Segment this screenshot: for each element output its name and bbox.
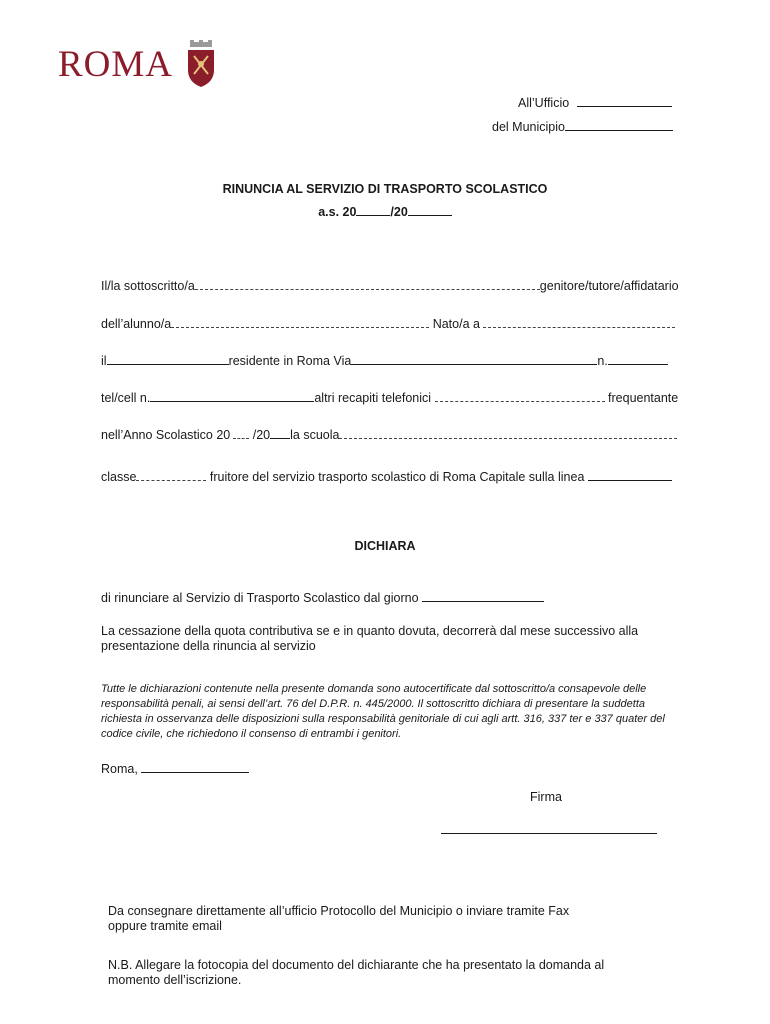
dichiara-heading: DICHIARA — [354, 539, 416, 553]
data-firma-field[interactable] — [141, 771, 249, 773]
data-nascita-field[interactable] — [107, 363, 229, 365]
rinuncia-label: di rinunciare al Servizio di Trasporto Scolastico dal giorno — [101, 591, 419, 605]
alunno-field[interactable] — [171, 326, 429, 328]
alunno-label: dell’alunno/a — [101, 317, 172, 331]
autocertificazione-text: Tutte le dichiarazioni contenute nella presente domanda sono autocertificate dal sottoscritto/a consapevole delle responsabilità penali, ai sensi dell’art. 76 del D.P.R. n. 445/2000. Il sottoscritto dichiara di presentare la suddetta richiesta in osservanza delle disposizioni sulla responsabilità genitoriale di cui agli artt. 316, 337 ter e 337 quater del codice civile, che richiedono il consenso di entrambi i genitori. — [101, 683, 665, 740]
firma-field[interactable] — [441, 833, 657, 834]
classe-field[interactable] — [136, 479, 206, 481]
alunno-line — [101, 317, 675, 331]
nota-bene-text: N.B. Allegare la fotocopia del documento del dichiarante che ha presentato la domanda al momento dell’iscrizione. — [108, 958, 605, 987]
anno-scolastico-line — [101, 428, 677, 442]
luogo-label: Roma, — [101, 762, 138, 776]
linea-field[interactable] — [588, 479, 672, 481]
scuola-label: la scuola — [290, 428, 340, 442]
nato-label: Nato/a a — [432, 317, 480, 331]
school-year-sep: /20 — [390, 205, 408, 219]
municipio-line — [492, 120, 673, 134]
data-rinuncia-field[interactable] — [422, 600, 544, 602]
scuola-field[interactable] — [339, 437, 677, 439]
municipio-label: del Municipio — [492, 120, 565, 134]
via-field[interactable] — [351, 363, 597, 365]
anno-sep: /20 — [252, 428, 271, 442]
telefono-line — [101, 391, 678, 405]
school-year-prefix: a.s. 20 — [318, 205, 357, 219]
municipio-field[interactable] — [565, 129, 673, 131]
classe-line — [101, 470, 672, 484]
tel-field[interactable] — [150, 400, 314, 402]
luogo-data-line — [101, 762, 249, 776]
classe-label: classe — [101, 470, 137, 484]
form-title: RINUNCIA AL SERVIZIO DI TRASPORTO SCOLASTICO — [222, 182, 548, 196]
residente-label: residente in Roma Via — [228, 354, 352, 368]
ufficio-line — [518, 96, 672, 110]
roma-logo-text: ROMA — [58, 44, 174, 85]
roma-crest-icon — [183, 40, 219, 88]
residenza-line — [101, 354, 668, 368]
il-label: il — [101, 354, 107, 368]
school-year-field-1[interactable] — [356, 214, 390, 216]
anno-field-1[interactable] — [233, 437, 249, 439]
firma-label: Firma — [530, 790, 562, 804]
civico-field[interactable] — [608, 363, 668, 365]
sottoscritto-label: Il/la sottoscritto/a — [101, 279, 195, 293]
school-year-field-2[interactable] — [408, 214, 452, 216]
civico-label: n. — [597, 354, 608, 368]
sottoscritto-field[interactable] — [195, 288, 540, 290]
tel-label: tel/cell n. — [101, 391, 151, 405]
anno-label: nell’Anno Scolastico 20 — [101, 428, 231, 442]
sottoscritto-line — [101, 279, 679, 293]
school-year-line — [0, 205, 770, 219]
consegna-text: Da consegnare direttamente all’ufficio Protocollo del Municipio o inviare tramite Fax oppure tramite email — [108, 904, 570, 933]
altri-recapiti-field[interactable] — [435, 400, 605, 402]
fruitore-label: fruitore del servizio trasporto scolastico di Roma Capitale sulla linea — [209, 470, 585, 484]
genitore-label: genitore/tutore/affidatario — [539, 279, 679, 293]
anno-field-2[interactable] — [270, 437, 290, 439]
ufficio-field[interactable] — [577, 105, 672, 107]
altri-recapiti-label: altri recapiti telefonici — [314, 391, 432, 405]
cessazione-text: La cessazione della quota contributiva se e in quanto dovuta, decorrerà dal mese successivo alla presentazione della rinuncia al servizio — [101, 624, 639, 653]
ufficio-label: All’Ufficio — [518, 96, 570, 110]
nato-field[interactable] — [483, 326, 675, 328]
frequentante-label: frequentante — [608, 391, 679, 405]
rinuncia-line — [101, 591, 544, 605]
